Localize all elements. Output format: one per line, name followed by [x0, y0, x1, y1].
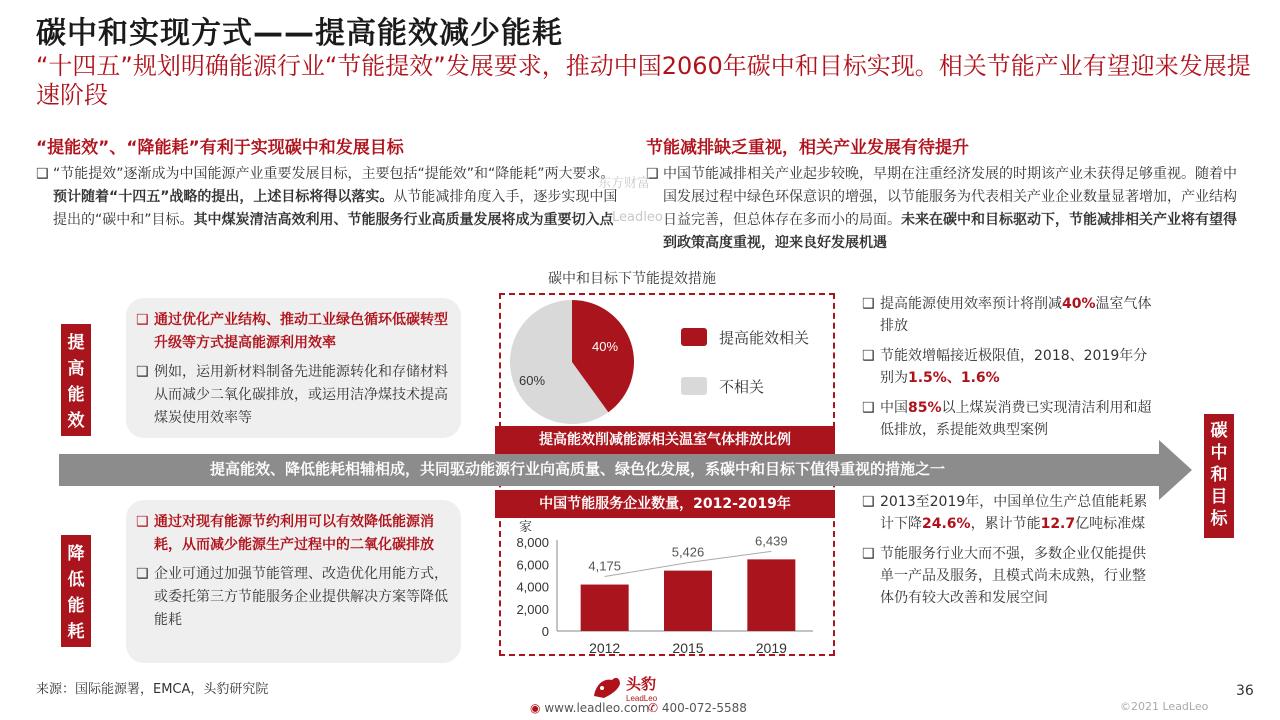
checkbox-icon: ❑	[862, 296, 875, 312]
bar-2015	[664, 571, 712, 631]
improve-efficiency-label: 提 高 能 效	[61, 324, 91, 436]
pie-chart	[509, 299, 635, 425]
globe-icon: ◉	[530, 701, 541, 715]
y-tick-label: 0	[541, 624, 549, 639]
checkbox-icon: ❑	[646, 166, 659, 182]
x-tick-label: 2019	[755, 640, 787, 655]
svg-text:头豹: 头豹	[626, 675, 657, 693]
x-tick-label: 2012	[589, 640, 621, 655]
left-section-paragraph: ❑ “节能提效”逐渐成为中国能源产业重要发展目标，主要包括“提能效”和“降能耗”两大要求。预计随着“十四五”战略的提出，上述目标将得以落实。从节能减排角度入手，逐步实现中国提出的“碳中和”目标。其中煤炭清洁高效利用、节能服务行业高质量发展将成为重要切入点	[36, 163, 626, 232]
efficiency-card-text: ❑ 通过优化产业结构、推动工业绿色循环低碳转型升级等方式提高能源利用效率 ❑ 例如，运用新材料制备先进能源转化和存储材料从而减少二氧化碳排放，或运用洁净煤技术提高煤炭使用效率等	[136, 309, 452, 436]
fact-item: ❑ 2013至2019年，中国单位生产总值能耗累计下降24.6%，累计节能12.7亿吨标准煤	[862, 491, 1152, 535]
checkbox-icon: ❑	[862, 546, 875, 562]
bar-chart	[505, 515, 825, 655]
checkbox-icon: ❑	[136, 514, 149, 530]
pie-chart-title: 碳中和目标下节能提效措施	[548, 271, 716, 287]
checkbox-icon: ❑	[862, 400, 875, 416]
bar-value-label: 6,439	[755, 533, 788, 549]
y-axis-unit: 家	[519, 519, 533, 534]
svg-text:LeadLeo: LeadLeo	[626, 694, 658, 703]
y-tick-label: 6,000	[516, 557, 549, 573]
page-title: 碳中和实现方式——提高能效减少能耗	[36, 16, 563, 51]
watermark: Leadleo	[612, 210, 663, 225]
source-note: 来源：国际能源署，EMCA，头豹研究院	[36, 682, 269, 697]
checkbox-icon: ❑	[136, 566, 149, 582]
bar-2019	[747, 559, 795, 631]
pie-label-unrelated: 60%	[518, 373, 546, 388]
legend-swatch-related	[681, 328, 707, 346]
right-facts-bottom	[862, 491, 1152, 617]
pie-label-related: 40%	[591, 339, 619, 354]
page-subtitle: “十四五”规划明确能源行业“节能提效”发展要求，推动中国2060年碳中和目标实现。相关节能产业有望迎来发展提速阶段	[36, 52, 1251, 109]
reduce-consumption-label: 降 低 能 耗	[61, 535, 91, 647]
phone-icon: ✆	[648, 701, 659, 715]
fact-item: ❑ 中国85%以上煤炭消费已实现清洁利用和超低排放，系提能效典型案例	[862, 397, 1152, 441]
carbon-neutral-goal-label: 碳 中 和 目 标	[1204, 414, 1234, 538]
checkbox-icon: ❑	[136, 364, 149, 380]
y-tick-label: 2,000	[516, 601, 549, 617]
arrow-statement: 提高能效、降低能耗相辅相成，共同驱动能源行业向高质量、绿色化发展，系碳中和目标下值得重视的措施之一	[210, 460, 946, 478]
copyright: ©2021 LeadLeo	[1120, 700, 1209, 713]
bar-2012	[581, 585, 629, 631]
fact-item: ❑ 节能效增幅接近极限值，2018、2019年分别为1.5%、1.6%	[862, 345, 1152, 389]
legend-swatch-unrelated	[681, 377, 707, 395]
consumption-card-text: ❑ 通过对现有能源节约利用可以有效降低能源消耗，从而减少能源生产过程中的二氧化碳排放 ❑ 企业可通过加强节能管理、改造优化用能方式，或委托第三方节能服务企业提供解决方案等降低能耗	[136, 511, 452, 638]
y-tick-label: 8,000	[516, 535, 549, 550]
bar-value-label: 5,426	[671, 544, 705, 560]
fact-item: ❑ 提高能源使用效率预计将削减40%温室气体排放	[862, 293, 1152, 337]
checkbox-icon: ❑	[862, 348, 875, 364]
phone-number: ✆ 400-072-5588	[648, 701, 747, 715]
right-section-paragraph: ❑ 中国节能减排相关产业起步较晚，早期在注重经济发展的时期该产业未获得足够重视。随着中国发展过程中绿色环保意识的增强，以节能服务为代表相关产业企业数量显著增加，产业结构日益完善，但总体存在多而小的局面。未来在碳中和目标驱动下，节能减排相关产业将有望得到政策高度重视，迎来良好发展机遇	[646, 163, 1238, 255]
fact-item: ❑ 节能服务行业大而不强，多数企业仅能提供单一产品及服务，且模式尚未成熟，行业整体仍有较大改善和发展空间	[862, 543, 1152, 609]
left-section-heading: “提能效”、“降能耗”有利于实现碳中和发展目标	[36, 138, 404, 158]
checkbox-icon: ❑	[862, 494, 875, 510]
legend-label-related: 提高能效相关	[719, 329, 810, 347]
x-tick-label: 2015	[672, 640, 704, 655]
y-tick-label: 4,000	[516, 579, 549, 595]
page-number: 36	[1236, 683, 1254, 699]
bar-value-label: 4,175	[588, 558, 621, 574]
right-facts-top	[862, 293, 1152, 449]
checkbox-icon: ❑	[36, 166, 49, 182]
legend-label-unrelated: 不相关	[719, 378, 765, 396]
right-section-heading: 节能减排缺乏重视，相关产业发展有待提升	[646, 138, 969, 158]
website-link[interactable]: ◉ www.leadleo.com	[530, 701, 650, 715]
bar-chart-title: 中国节能服务企业数量，2012-2019年	[495, 490, 835, 518]
watermark: 东方财富	[598, 176, 651, 191]
pie-caption-bar: 提高能效削减能源相关温室气体排放比例	[495, 426, 835, 454]
checkbox-icon: ❑	[136, 312, 149, 328]
